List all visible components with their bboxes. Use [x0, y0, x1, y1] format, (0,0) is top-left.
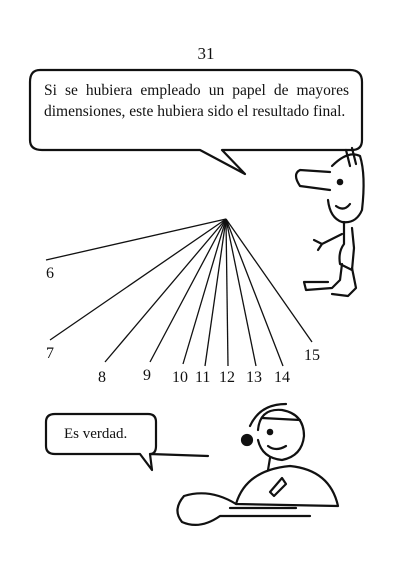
- fold-label: 13: [246, 369, 262, 386]
- fold-label: 15: [304, 347, 320, 364]
- fold-label: 8: [98, 369, 106, 386]
- fold-line-12: [226, 219, 228, 366]
- fold-line-14: [226, 219, 283, 366]
- fold-labels: [46, 265, 320, 386]
- page-number: 31: [197, 44, 215, 63]
- round-head-character-icon: [177, 404, 338, 525]
- fold-line-7: [50, 219, 226, 340]
- fold-line-6: [46, 219, 226, 260]
- fold-label: 7: [46, 345, 54, 362]
- speech-text-bottom: Es verdad.: [64, 426, 128, 442]
- fold-label: 10: [172, 369, 188, 386]
- fold-line-8: [105, 219, 226, 362]
- fold-label: 12: [219, 369, 235, 386]
- fold-label: 11: [195, 369, 211, 386]
- fold-label: 6: [46, 265, 54, 282]
- fold-line-10: [183, 219, 226, 364]
- fold-fan: [46, 219, 312, 366]
- fold-label: 9: [143, 367, 151, 384]
- fold-label: 14: [274, 369, 290, 386]
- fold-line-9: [150, 219, 226, 362]
- speech-text-top: Si se hubiera empleado un papel de mayores dimensiones, este hubiera sido el resultado final.: [44, 82, 349, 120]
- long-nose-character-icon: [296, 148, 364, 296]
